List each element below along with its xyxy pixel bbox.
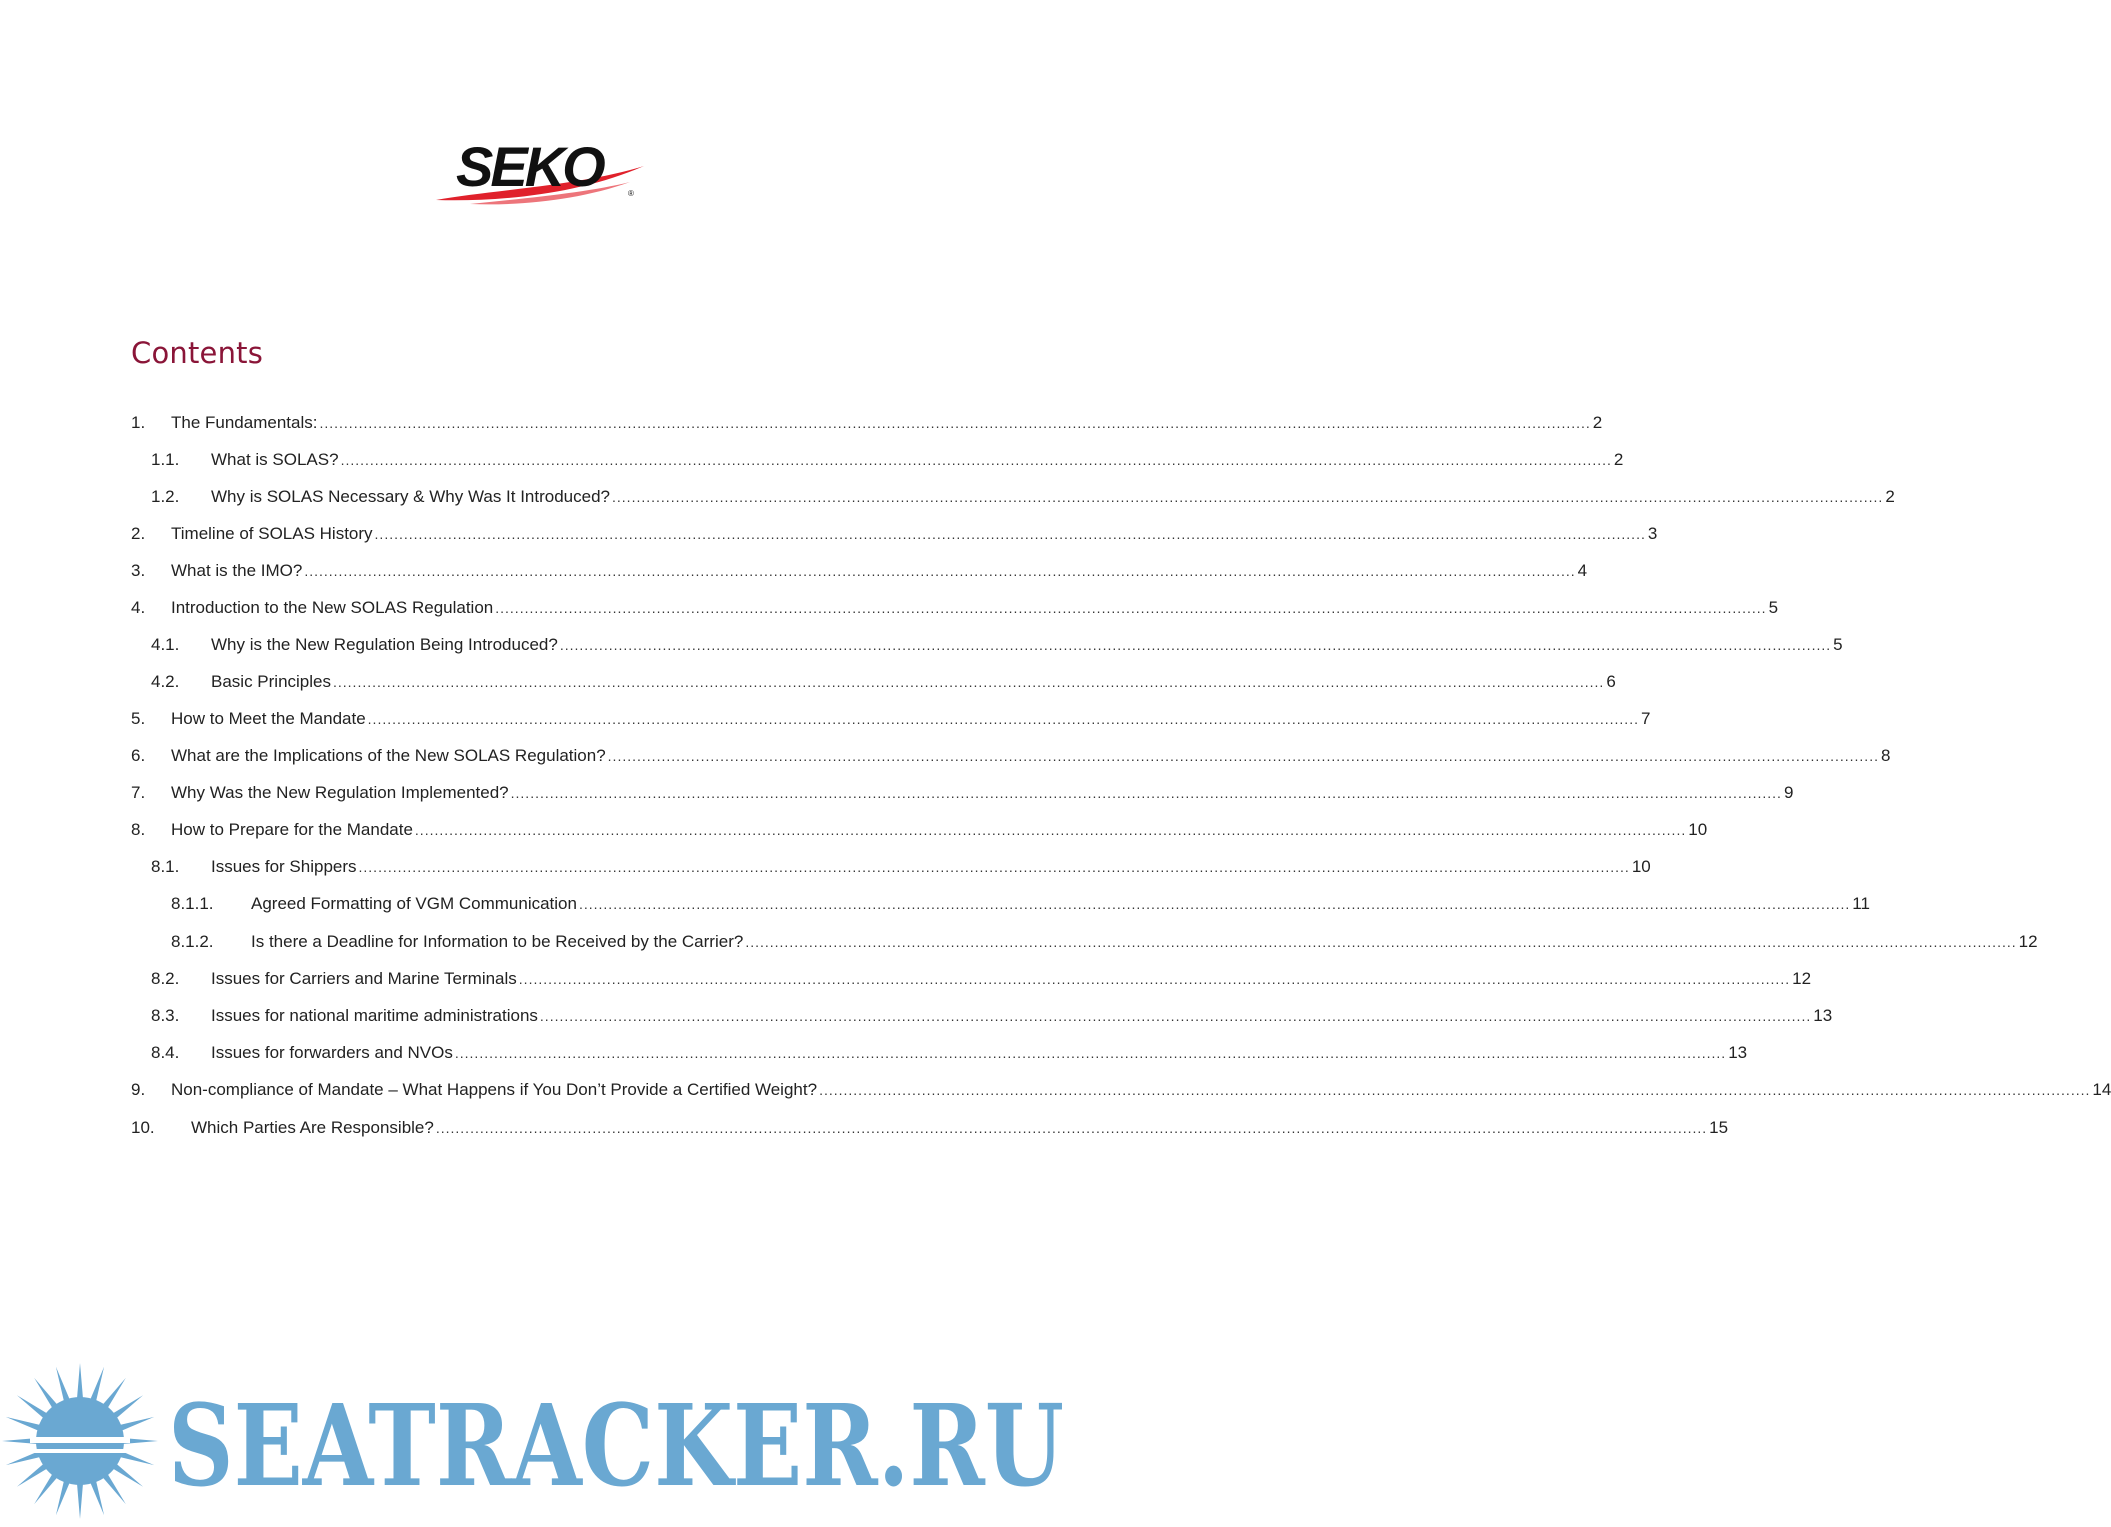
toc-entry-number: 8.4. <box>151 1043 180 1063</box>
toc-entry-title: Timeline of SOLAS History <box>171 524 373 543</box>
toc-entry[interactable] <box>131 524 1658 561</box>
toc-entry-title: Agreed Formatting of VGM Communication <box>251 894 577 914</box>
toc-entry-number: 8.3. <box>151 1005 180 1025</box>
toc-entry-page: 13 <box>1728 1043 1748 1063</box>
toc-leader-dots <box>511 785 1782 801</box>
toc-entry-number: 4.2. <box>151 672 180 691</box>
toc-entry-title: What is the IMO? <box>171 561 303 580</box>
toc-entry-number: 9. <box>131 1080 146 1100</box>
toc-entry-title: Introduction to the New SOLAS Regulation <box>171 598 494 617</box>
toc-entry[interactable] <box>131 672 1616 709</box>
toc-entry[interactable] <box>131 561 1588 598</box>
toc-entry[interactable] <box>131 487 1895 524</box>
toc-leader-dots <box>368 711 1639 727</box>
watermark-text: SEATRACKER.RU <box>168 1381 1064 1512</box>
toc-leader-dots <box>560 637 1831 653</box>
toc-entry-number: 5. <box>131 709 146 728</box>
toc-entry-number: 8.1.2. <box>171 931 214 951</box>
toc-entry-page: 12 <box>2018 931 2038 951</box>
toc-entry[interactable] <box>131 783 1794 820</box>
toc-entry-title: What are the Implications of the New SOLAS Regulation? <box>171 746 606 765</box>
toc-entry[interactable] <box>131 709 1651 746</box>
toc-entry[interactable] <box>131 1005 1833 1043</box>
toc-entry-number: 6. <box>131 746 146 765</box>
toc-entry-title: Issues for Shippers <box>211 857 357 877</box>
toc-entry-number: 2. <box>131 524 146 543</box>
toc-leader-dots <box>375 526 1646 542</box>
toc-entry[interactable] <box>131 857 1651 894</box>
toc-entry-page: 15 <box>1709 1117 1729 1137</box>
toc-leader-dots <box>341 452 1612 468</box>
toc-entry-title: What is SOLAS? <box>211 450 339 469</box>
toc-entry-title: Issues for Carriers and Marine Terminals <box>211 968 517 988</box>
toc-entry-page: 2 <box>1885 487 1895 506</box>
toc-entry[interactable] <box>131 820 1708 857</box>
toc-entry-number: 7. <box>131 783 146 802</box>
table-of-contents <box>131 413 2111 1155</box>
toc-entry-number: 4.1. <box>151 635 180 654</box>
toc-entry-title: Issues for national maritime administrations <box>211 1005 538 1025</box>
toc-entry[interactable] <box>131 413 1603 450</box>
toc-entry-number: 8.1.1. <box>171 894 214 914</box>
toc-leader-dots <box>608 748 1879 764</box>
toc-entry-title: Why Was the New Regulation Implemented? <box>171 783 509 802</box>
page-title: Contents <box>131 336 264 370</box>
toc-leader-dots <box>519 971 1790 987</box>
seko-logo <box>430 135 650 210</box>
toc-entry-page: 2 <box>1592 413 1603 432</box>
toc-leader-dots <box>579 896 1850 912</box>
toc-entry-page: 9 <box>1783 783 1794 802</box>
toc-entry[interactable] <box>131 1080 2111 1117</box>
toc-entry-number: 4. <box>131 598 146 617</box>
toc-entry-page: 11 <box>1852 894 1870 914</box>
toc-entry-page: 12 <box>1792 968 1812 988</box>
logo-text: SEKO <box>456 135 603 198</box>
toc-entry-number: 1.2. <box>151 487 180 506</box>
toc-entry-page: 5 <box>1833 635 1843 654</box>
toc-entry-title: Basic Principles <box>211 672 331 691</box>
toc-leader-dots <box>304 563 1575 579</box>
toc-entry-number: 1.1. <box>151 450 180 469</box>
toc-leader-dots <box>819 1082 2090 1098</box>
toc-entry-title: Which Parties Are Responsible? <box>191 1117 434 1137</box>
logo-registered-mark: ® <box>628 189 634 198</box>
toc-leader-dots <box>455 1045 1726 1061</box>
toc-leader-dots <box>319 415 1590 431</box>
toc-entry[interactable] <box>131 635 1843 672</box>
toc-entry[interactable] <box>131 894 1870 931</box>
toc-entry-title: Issues for forwarders and NVOs <box>211 1043 453 1063</box>
toc-leader-dots <box>495 600 1766 616</box>
toc-leader-dots <box>359 859 1630 875</box>
toc-leader-dots <box>333 674 1604 690</box>
toc-entry-page: 10 <box>1688 820 1708 839</box>
toc-entry-page: 5 <box>1768 598 1779 617</box>
toc-entry[interactable] <box>131 968 1812 1006</box>
toc-entry-page: 10 <box>1631 857 1651 877</box>
toc-entry-page: 14 <box>2092 1080 2111 1100</box>
toc-entry[interactable] <box>131 598 1779 635</box>
toc-leader-dots <box>436 1120 1707 1136</box>
toc-entry[interactable] <box>131 450 1624 487</box>
sun-icon <box>2 1363 158 1519</box>
toc-entry-page: 3 <box>1647 524 1658 543</box>
toc-entry[interactable] <box>131 931 2038 969</box>
seatracker-watermark <box>0 1365 1080 1527</box>
toc-entry-number: 10. <box>131 1117 155 1137</box>
toc-entry-title: Why is the New Regulation Being Introduced? <box>211 635 558 654</box>
toc-entry-number: 3. <box>131 561 146 580</box>
toc-leader-dots <box>415 822 1686 838</box>
toc-entry[interactable] <box>131 746 1891 783</box>
toc-leader-dots <box>612 489 1883 505</box>
toc-entry-title: How to Meet the Mandate <box>171 709 366 728</box>
toc-entry-page: 13 <box>1813 1005 1833 1025</box>
toc-entry[interactable] <box>131 1117 1729 1155</box>
toc-entry-title: Why is SOLAS Necessary & Why Was It Introduced? <box>211 487 611 506</box>
toc-entry-page: 6 <box>1606 672 1616 691</box>
toc-entry-number: 8.2. <box>151 968 180 988</box>
toc-entry-page: 2 <box>1613 450 1624 469</box>
toc-entry-page: 8 <box>1880 746 1891 765</box>
toc-entry-number: 1. <box>131 413 146 432</box>
toc-entry-title: How to Prepare for the Mandate <box>171 820 413 839</box>
toc-entry-title: Is there a Deadline for Information to be Received by the Carrier? <box>251 931 744 951</box>
toc-entry-number: 8. <box>131 820 146 839</box>
toc-entry-title: The Fundamentals: <box>171 413 318 432</box>
toc-entry-number: 8.1. <box>151 857 180 877</box>
toc-entry[interactable] <box>131 1043 1748 1080</box>
toc-entry-page: 4 <box>1577 561 1588 580</box>
toc-leader-dots <box>540 1008 1811 1024</box>
toc-leader-dots <box>745 934 2016 950</box>
toc-entry-page: 7 <box>1640 709 1651 728</box>
toc-entry-title: Non-compliance of Mandate – What Happens if You Don’t Provide a Certified Weight? <box>171 1080 818 1100</box>
